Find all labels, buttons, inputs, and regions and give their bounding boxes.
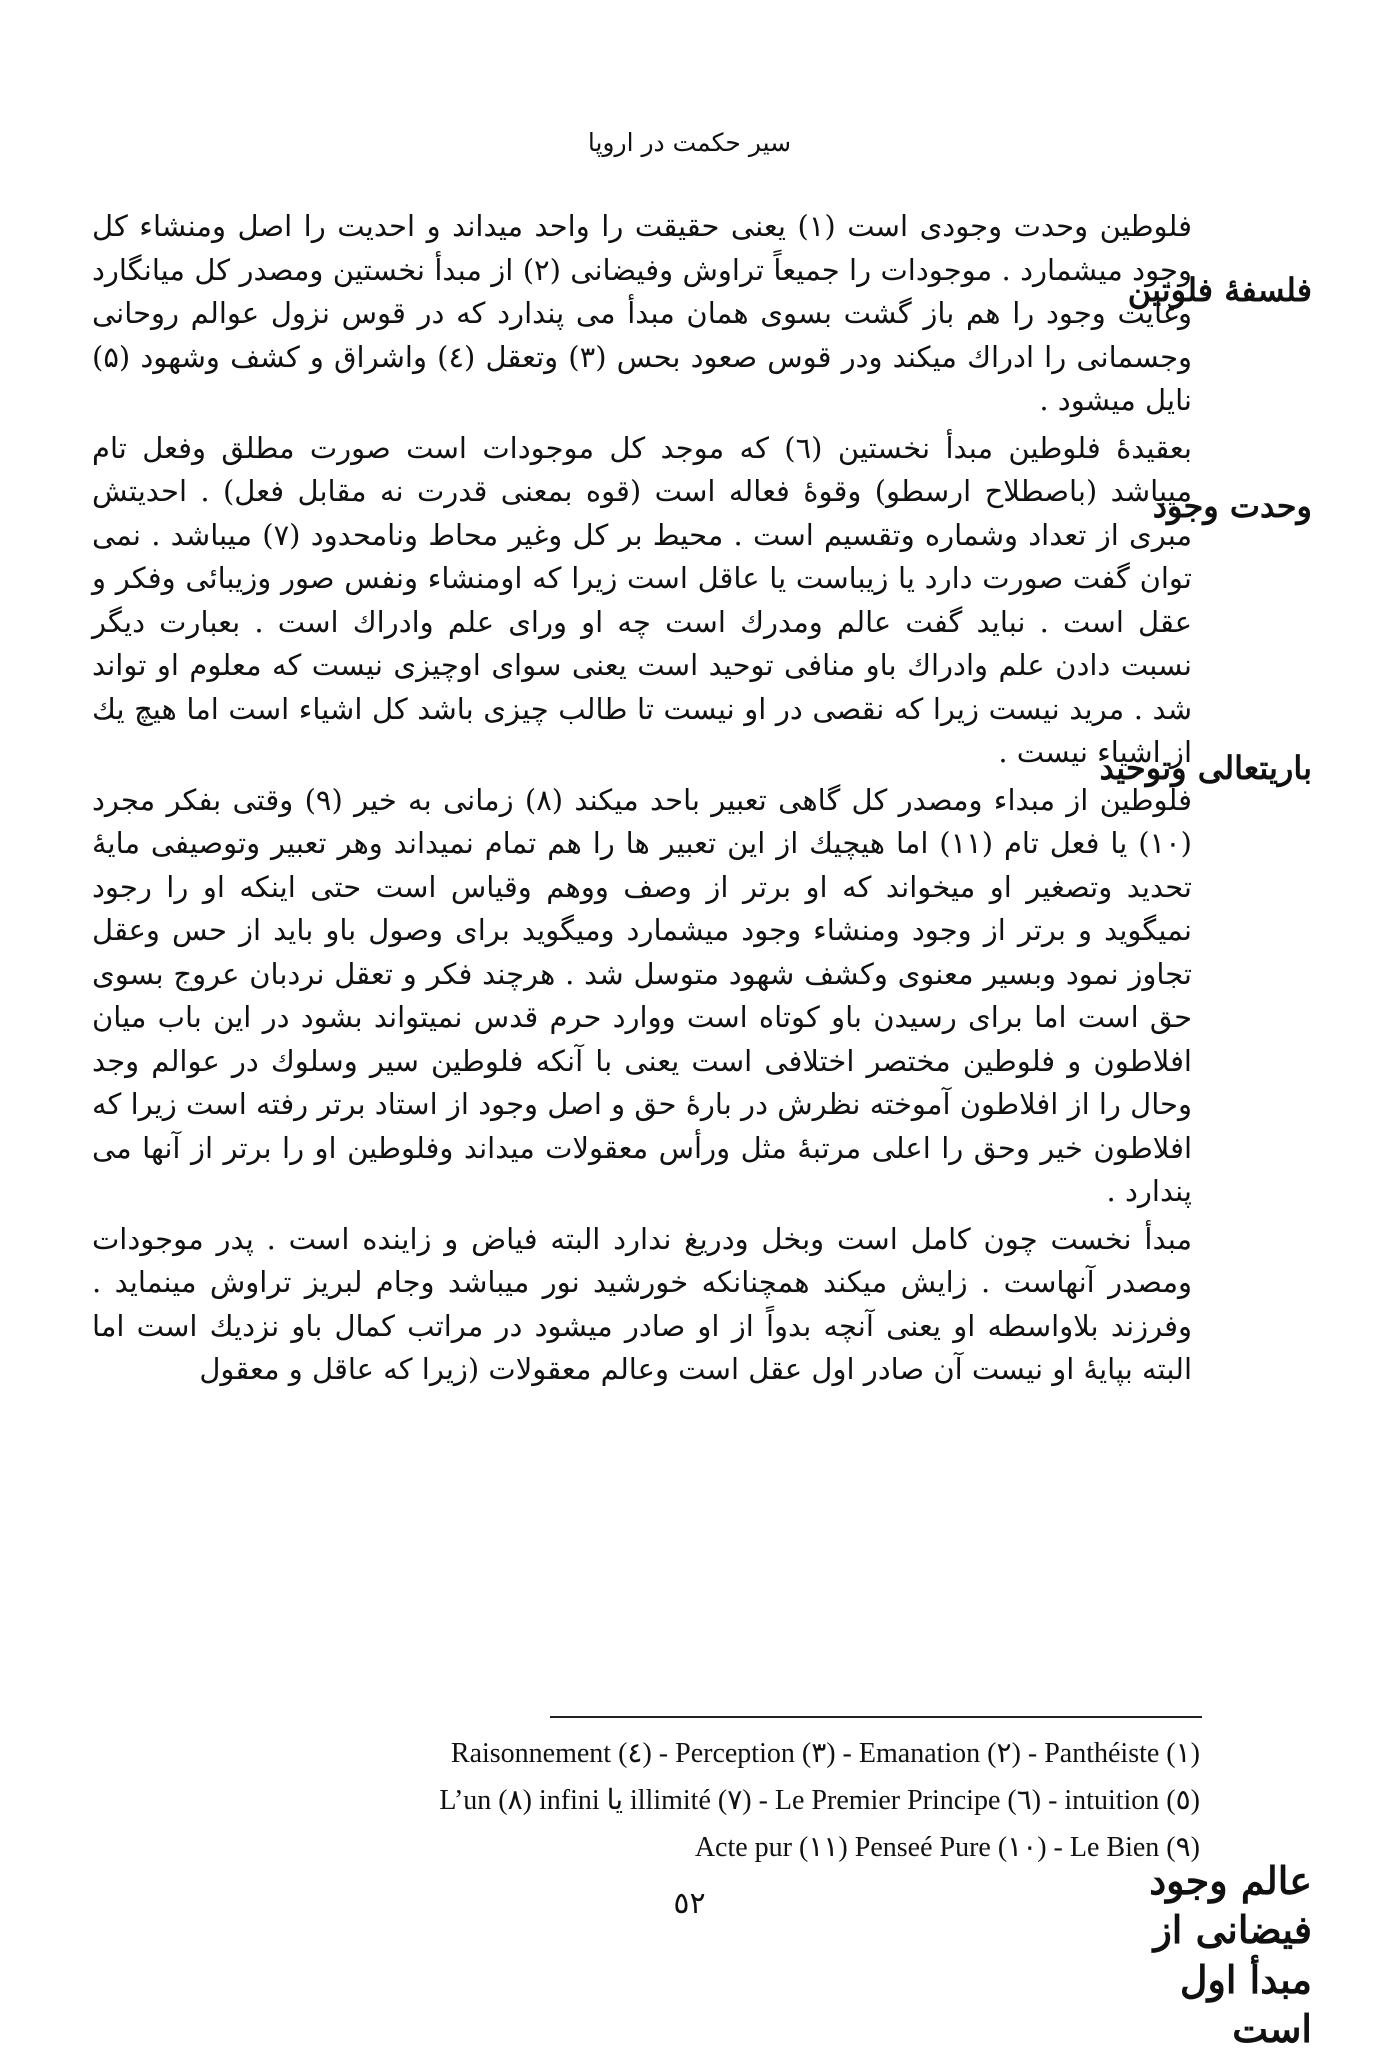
body-text [92, 205, 1192, 1396]
footnotes [92, 1730, 1200, 1871]
side-heading-god-and-unity: باریتعالی وتوحید [1099, 749, 1312, 787]
side-heading-plotinus-philosophy: فلسفهٔ فلوتین [1127, 271, 1312, 309]
running-header: سیر حکمت در اروپا [587, 128, 792, 157]
footnote-line: Raisonnement (٤) - Perception (٣) - Emanation (٢) - Panthéiste (١) [450, 1738, 1200, 1769]
footnote-divider [550, 1716, 1202, 1718]
side-heading-emanation: عالم وجود فیضانی از مبدأ اول است [1149, 1858, 1312, 2052]
paragraph: مبدأ نخست چون کامل است وبخل ودریغ ندارد البته فیاض و زاینده است . پدر موجودات ومصدر آنهاست . زایش میکند همچنانکه خورشید نور میباشد وجام لبریز تراوش مینماید . وفرزند بلاواسطه او یعنی آنچه بدواً از او صادر میشود در مراتب کمال باو نزدیك است اما البته بپایهٔ او نیست آن صادر اول عقل است وعالم معقولات (زیرا که عاقل و معقول [92, 1221, 1192, 1386]
footnote-line: L’un (٨) infini يا illimité (٧) - Le Premier Principe (٦) - intuition (٥) [439, 1785, 1200, 1817]
paragraph: فلوطین از مبداء ومصدر کل گاهی تعبیر باحد میکند (۸) زمانی به خیر (۹) وقتی بفکر مجرد (۱۰) یا فعل تام (۱۱) اما هیچیك از این تعبیر ها را هم تمام نمیداند وهر تعبیر وتوصیفی مایهٔ تحدید وتصغیر او میخواند که او برتر از وصف ووهم وقیاس است حتی اینکه او را رجود نمیگوید و برتر از وجود ومنشاء وجود میشمارد ومیگوید برای وصول باو باید از حس وعقل تجاوز نمود وبسیر معنوی وکشف شهود متوسل شد . هرچند فکر و تعقل نردبان عروج بسوی حق است اما برای رسیدن باو کوتاه است ووارد حرم قدس نمیتواند بشود در این باب میان افلاطون و فلوطین مختصر اختلافی است یعنی با آنکه فلوطین سیر وسلوك در عوالم وجد وحال را از افلاطون آموخته نظرش در بارهٔ حق و اصل وجود از استاد برتر رفته است زیرا که افلاطون خیر وحق را اعلی مرتبهٔ مثل ورأس معقولات میداند وفلوطین او را برتر از آنها می پندارد . [92, 782, 1193, 1208]
page-number: ٥٢ [673, 1886, 706, 1921]
paragraph: بعقیدهٔ فلوطین مبدأ نخستین (٦) که موجد کل موجودات است صورت مطلق وفعل تام میباشد (باصطلاح ارسطو) وقوهٔ فعاله است (قوه بمعنی قدرت نه مقابل فعل) . احدیتش مبری از تعداد وشماره وتقسیم است . محیط بر کل وغیر محاط ونامحدود (۷) میباشد . نمی توان گفت صورت دارد یا زیباست یا عاقل است زیرا که اومنشاء ونفس صور وزیبائی وفکر و عقل است . نباید گفت عالم ومدرك است چه او ورای علم وادراك است . بعبارت دیگر نسبت دادن علم وادراك باو منافی توحید است یعنی سوای اوچیزی نیست که معلوم او تواند شد . مرید نیست زیرا که نقصی در او نیست تا طالب چیزی باشد کل اشیاء است اما هیچ یك از اشیاء نیست . [92, 430, 1193, 769]
side-heading-unity-of-being: وحدت وجود [1152, 487, 1312, 525]
paragraph: فلوطین وحدت وجودی است (۱) یعنی حقیقت را واحد میداند و احدیت را اصل ومنشاء کل وجود میشمارد . موجودات را جمیعاً تراوش وفیضانی (۲) از مبدأ نخستین ومصدر کل میانگارد وغایت وجود را هم باز گشت بسوی همان مبدأ می پندارد که در قوس نزول عوالم روحانی وجسمانی را ادراك میکند ودر قوس صعود بحس (۳) وتعقل (٤) واشراق و کشف وشهود (۵) نایل میشود . [92, 209, 1193, 417]
footnote-line: Acte pur (١١) Penseé Pure (١٠) - Le Bien (٩) [694, 1832, 1200, 1864]
